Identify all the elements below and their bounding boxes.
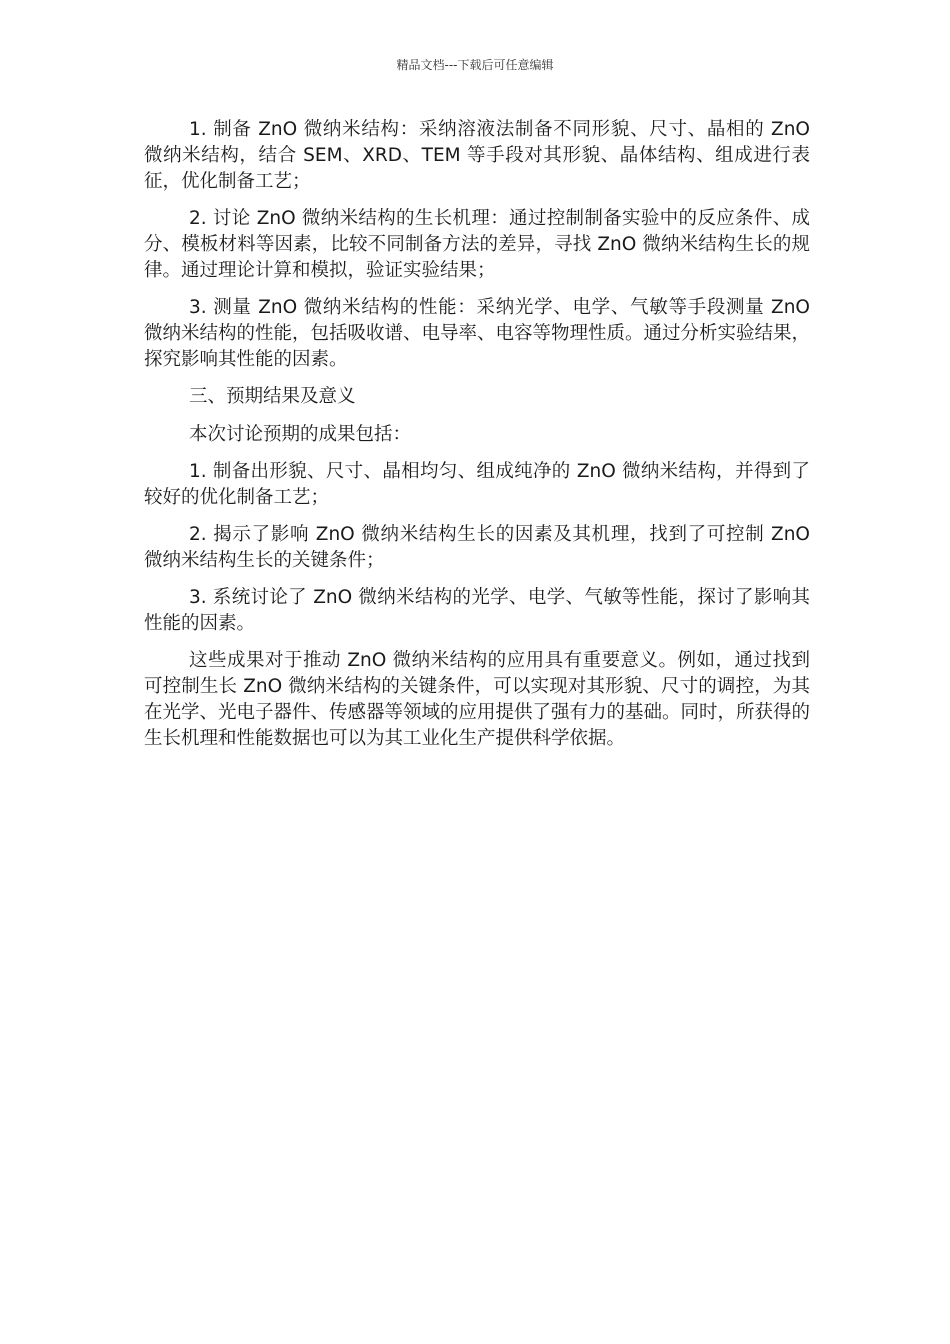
document-body	[144, 117, 810, 763]
result-item-2: 2. 揭示了影响 ZnO 微纳米结构生长的因素及其机理，找到了可控制 ZnO 微纳米结构生长的关键条件；	[144, 524, 810, 571]
results-intro: 本次讨论预期的成果包括：	[189, 424, 412, 445]
method-item-3: 3. 测量 ZnO 微纳米结构的性能：采纳光学、电学、气敏等手段测量 ZnO 微纳米结构的性能，包括吸收谱、电导率、电容等物理性质。通过分析实验结果，探究影响其性能的因素。	[144, 297, 811, 370]
result-item-3: 3. 系统讨论了 ZnO 微纳米结构的光学、电学、气敏等性能，探讨了影响其性能的因素。	[144, 587, 810, 634]
significance-paragraph: 这些成果对于推动 ZnO 微纳米结构的应用具有重要意义。例如，通过找到可控制生长 ZnO 微纳米结构的关键条件，可以实现对其形貌、尺寸的调控，为其在光学、光电子器件、传感器等领域的应用提供了强有力的基础。同时，所获得的生长机理和性能数据也可以为其工业化生产提供科学依据。	[144, 650, 811, 749]
section-heading: 三、预期结果及意义	[189, 386, 356, 407]
result-item-1: 1. 制备出形貌、尺寸、晶相均匀、组成纯净的 ZnO 微纳米结构，并得到了较好的优化制备工艺；	[144, 461, 810, 508]
method-item-2: 2. 讨论 ZnO 微纳米结构的生长机理：通过控制制备实验中的反应条件、成分、模板材料等因素，比较不同制备方法的差异，寻找 ZnO 微纳米结构生长的规律。通过理论计算和模拟，验证实验结果；	[144, 208, 810, 281]
page-header: 精品文档---下载后可任意编辑	[396, 58, 554, 72]
method-item-1: 1. 制备 ZnO 微纳米结构：采纳溶液法制备不同形貌、尺寸、晶相的 ZnO 微纳米结构，结合 SEM、XRD、TEM 等手段对其形貌、晶体结构、组成进行表征，优化制备工艺；	[144, 119, 810, 192]
